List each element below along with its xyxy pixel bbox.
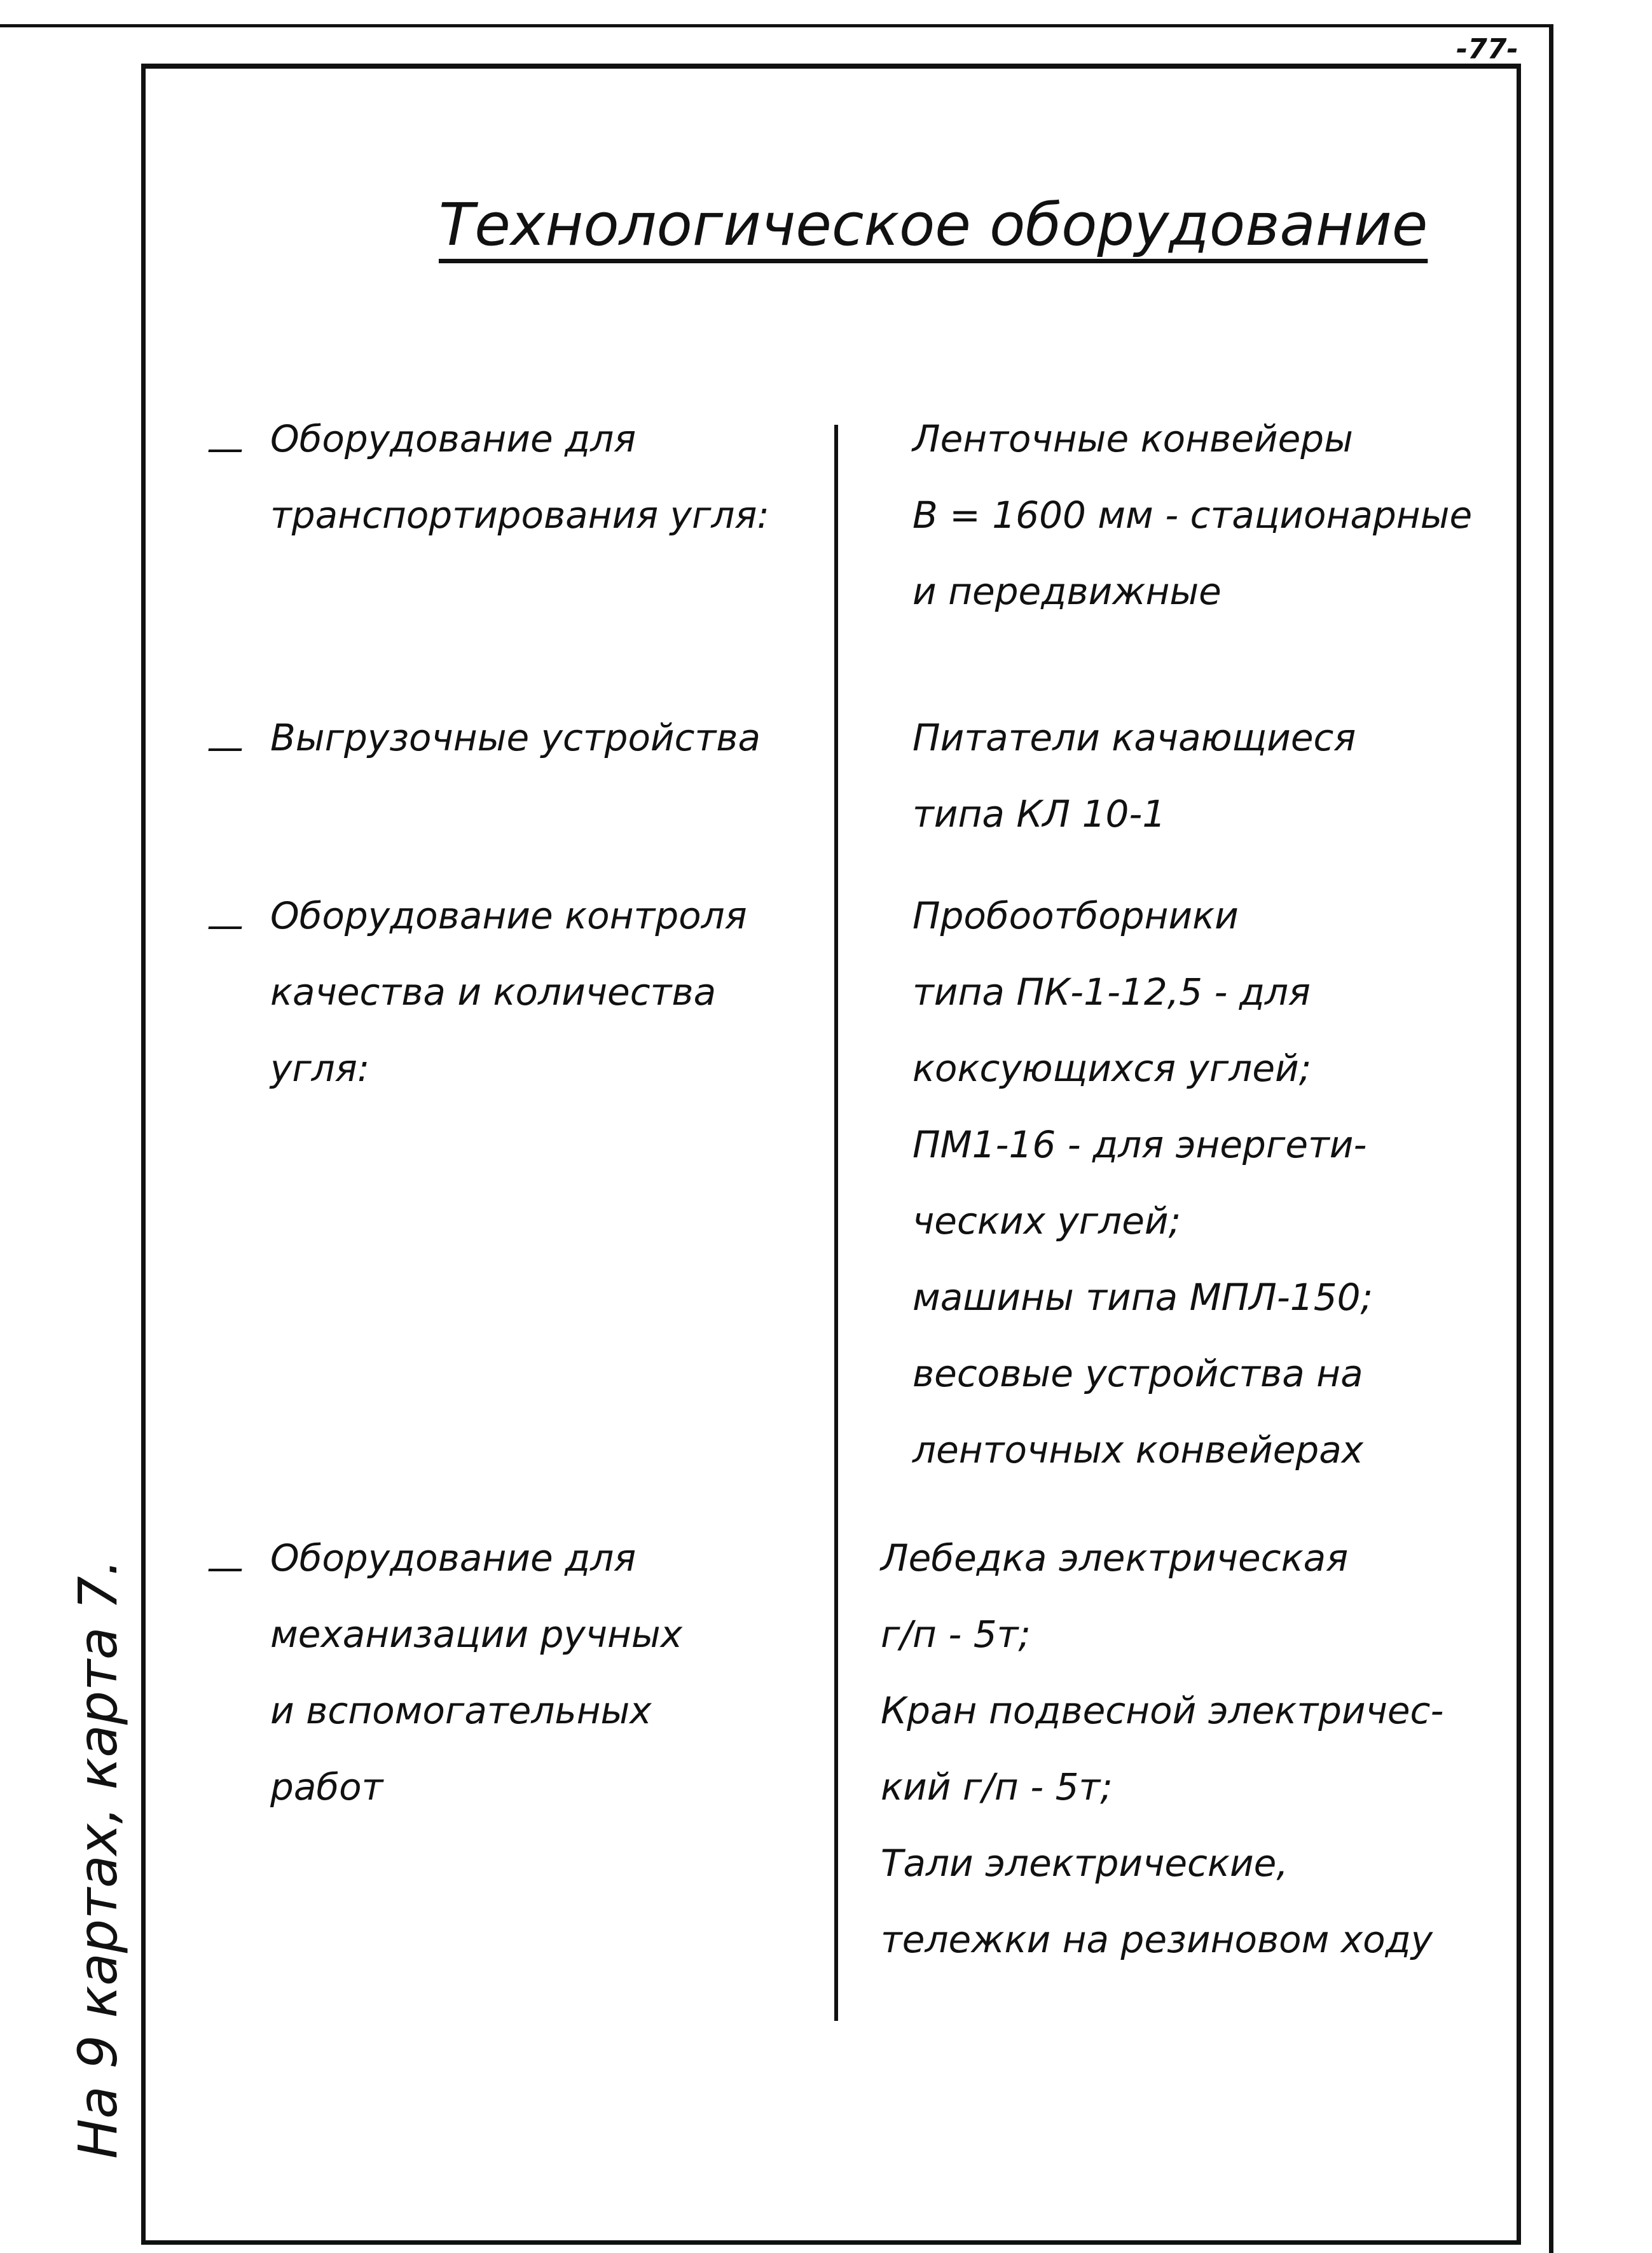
page-number: -77- <box>1456 33 1518 65</box>
page-title: Технологическое оборудование <box>439 191 1428 259</box>
equipment-list <box>912 878 1373 1488</box>
equipment-line: кий г/п - 5т; <box>881 1765 1113 1809</box>
equipment-line: машины типа МПЛ-150; <box>912 1276 1373 1319</box>
equipment-line: Питатели качающиеся <box>912 716 1356 759</box>
equipment-line: ПМ1-16 - для энергети- <box>912 1123 1367 1166</box>
category-line: транспортирования угля: <box>270 493 769 537</box>
equipment-line: тележки на резиновом ходу <box>881 1918 1433 1961</box>
category-line: Оборудование для <box>270 1536 637 1580</box>
category-line: качества и количества <box>270 970 717 1014</box>
category-line: Выгрузочные устройства <box>270 716 761 759</box>
equipment-line: типа КЛ 10-1 <box>912 792 1166 836</box>
equipment-line: ческих углей; <box>912 1199 1181 1243</box>
row-dash: — <box>207 904 244 947</box>
equipment-category <box>270 1520 682 1825</box>
equipment-line: Пробоотборники <box>912 894 1239 937</box>
category-line: и вспомогательных <box>270 1689 652 1732</box>
equipment-list <box>912 699 1356 852</box>
side-note: На 9 картах, карта 7. <box>67 1559 129 2159</box>
equipment-line: Тали электрические, <box>881 1842 1288 1885</box>
row-dash: — <box>207 726 244 769</box>
equipment-line: Ленточные конвейеры <box>912 417 1353 460</box>
equipment-line: В = 1600 мм - стационарные <box>912 493 1473 537</box>
equipment-list <box>912 401 1472 630</box>
equipment-line: и передвижные <box>912 570 1222 613</box>
equipment-line: коксующихся углей; <box>912 1047 1312 1090</box>
equipment-line: Кран подвесной электричес- <box>881 1689 1444 1732</box>
equipment-category <box>270 401 769 553</box>
column-divider <box>834 425 838 2021</box>
outer-border-top <box>0 24 1552 27</box>
category-line: механизации ручных <box>270 1613 683 1656</box>
equipment-line: типа ПК-1-12,5 - для <box>912 970 1311 1014</box>
equipment-category <box>270 699 761 776</box>
equipment-line: весовые устройства на <box>912 1352 1363 1395</box>
category-line: Оборудование контроля <box>270 894 747 937</box>
equipment-line: ленточных конвейерах <box>912 1428 1364 1471</box>
row-dash: — <box>207 427 244 470</box>
equipment-line: г/п - 5т; <box>881 1613 1031 1656</box>
category-line: Оборудование для <box>270 417 637 460</box>
category-line: угля: <box>270 1047 370 1090</box>
category-line: работ <box>270 1765 383 1809</box>
equipment-list <box>881 1520 1443 1978</box>
equipment-line: Лебедка электрическая <box>881 1536 1349 1580</box>
row-dash: — <box>207 1546 244 1589</box>
outer-border-right <box>1549 24 1553 2253</box>
equipment-category <box>270 878 747 1106</box>
